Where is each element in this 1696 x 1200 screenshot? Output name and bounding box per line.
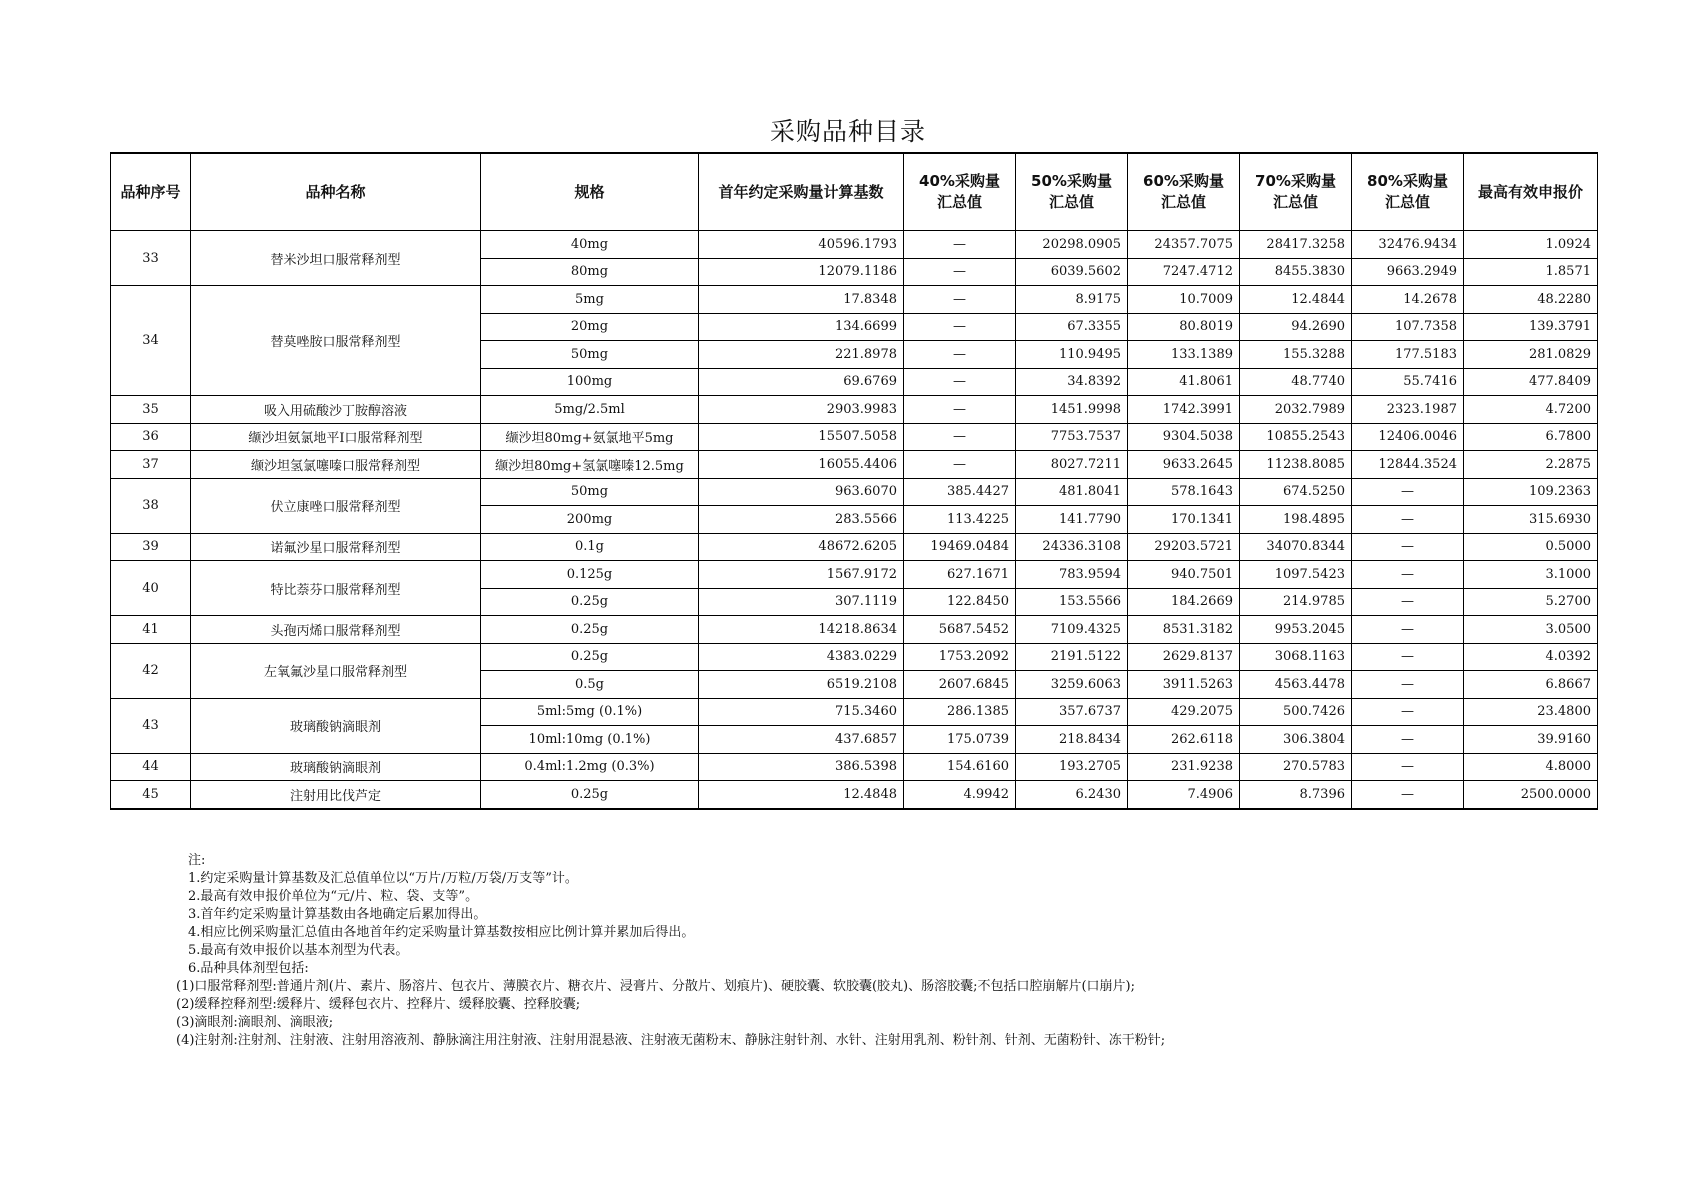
cell-max-price: 1.8571: [1464, 258, 1598, 286]
cell-variety-name: 伏立康唑口服常释剂型: [191, 478, 481, 533]
cell-variety-no: 37: [111, 451, 191, 479]
cell-max-price: 23.4800: [1464, 698, 1598, 726]
cell-base-quantity: 283.5566: [699, 506, 904, 534]
cell-60pct: 578.1643: [1128, 478, 1240, 506]
cell-spec: 缬沙坦80mg+氢氯噻嗪12.5mg: [481, 451, 699, 479]
table-row: [111, 451, 1598, 479]
cell-70pct: 10855.2543: [1240, 423, 1352, 451]
header-40pct-total: 40%采购量 汇总值: [904, 153, 1016, 231]
cell-50pct: 2191.5122: [1016, 643, 1128, 671]
cell-spec: 5ml:5mg (0.1%): [481, 698, 699, 726]
cell-variety-no: 44: [111, 753, 191, 781]
cell-70pct: 270.5783: [1240, 753, 1352, 781]
cell-base-quantity: 12079.1186: [699, 258, 904, 286]
cell-70pct: 8.7396: [1240, 781, 1352, 809]
cell-60pct: 24357.7075: [1128, 231, 1240, 259]
cell-variety-no: 42: [111, 643, 191, 698]
cell-50pct: 481.8041: [1016, 478, 1128, 506]
cell-max-price: 6.7800: [1464, 423, 1598, 451]
cell-variety-no: 45: [111, 781, 191, 809]
cell-spec: 80mg: [481, 258, 699, 286]
cell-50pct: 7109.4325: [1016, 616, 1128, 644]
table-row: [111, 781, 1598, 809]
header-max-price: 最高有效申报价: [1464, 153, 1598, 231]
cell-50pct: 24336.3108: [1016, 533, 1128, 561]
cell-variety-name: 缬沙坦氢氯噻嗪口服常释剂型: [191, 451, 481, 479]
cell-spec: 20mg: [481, 313, 699, 341]
note-line: 4.相应比例采购量汇总值由各地首年约定采购量计算基数按相应比例计算并累加后得出。: [188, 925, 695, 940]
cell-80pct: 14.2678: [1352, 286, 1464, 314]
cell-max-price: 4.8000: [1464, 753, 1598, 781]
cell-50pct: 7753.7537: [1016, 423, 1128, 451]
cell-variety-name: 缬沙坦氨氯地平Ⅰ口服常释剂型: [191, 423, 481, 451]
header-70pct-total: 70%采购量 汇总值: [1240, 153, 1352, 231]
cell-80pct: —: [1352, 616, 1464, 644]
cell-max-price: 2.2875: [1464, 451, 1598, 479]
cell-base-quantity: 14218.8634: [699, 616, 904, 644]
header-50pct-total: 50%采购量 汇总值: [1016, 153, 1128, 231]
table-row: [111, 396, 1598, 424]
cell-80pct: 55.7416: [1352, 368, 1464, 396]
cell-60pct: 262.6118: [1128, 726, 1240, 754]
cell-variety-name: 注射用比伐芦定: [191, 781, 481, 809]
cell-60pct: 133.1389: [1128, 341, 1240, 369]
note-line: 6.品种具体剂型包括:: [188, 961, 309, 976]
cell-50pct: 34.8392: [1016, 368, 1128, 396]
cell-spec: 0.25g: [481, 588, 699, 616]
cell-max-price: 315.6930: [1464, 506, 1598, 534]
notes-block: [176, 852, 1166, 1050]
cell-variety-name: 特比萘芬口服常释剂型: [191, 561, 481, 616]
cell-base-quantity: 15507.5058: [699, 423, 904, 451]
cell-spec: 5mg/2.5ml: [481, 396, 699, 424]
header-base-quantity: 首年约定采购量计算基数: [699, 153, 904, 231]
cell-base-quantity: 48672.6205: [699, 533, 904, 561]
note-line: 3.首年约定采购量计算基数由各地确定后累加得出。: [188, 907, 487, 922]
cell-40pct: 122.8450: [904, 588, 1016, 616]
cell-max-price: 39.9160: [1464, 726, 1598, 754]
cell-60pct: 10.7009: [1128, 286, 1240, 314]
cell-40pct: 286.1385: [904, 698, 1016, 726]
cell-variety-no: 40: [111, 561, 191, 616]
cell-variety-name: 替米沙坦口服常释剂型: [191, 231, 481, 286]
cell-spec: 缬沙坦80mg+氨氯地平5mg: [481, 423, 699, 451]
cell-60pct: 429.2075: [1128, 698, 1240, 726]
cell-40pct: 2607.6845: [904, 671, 1016, 699]
cell-max-price: 3.0500: [1464, 616, 1598, 644]
cell-80pct: 32476.9434: [1352, 231, 1464, 259]
cell-50pct: 110.9495: [1016, 341, 1128, 369]
page-title: 采购品种目录: [769, 117, 926, 146]
cell-max-price: 1.0924: [1464, 231, 1598, 259]
header-variety-name: 品种名称: [191, 153, 481, 231]
cell-50pct: 6039.5602: [1016, 258, 1128, 286]
cell-40pct: 19469.0484: [904, 533, 1016, 561]
cell-max-price: 4.7200: [1464, 396, 1598, 424]
cell-base-quantity: 17.8348: [699, 286, 904, 314]
cell-70pct: 28417.3258: [1240, 231, 1352, 259]
cell-base-quantity: 12.4848: [699, 781, 904, 809]
cell-50pct: 153.5566: [1016, 588, 1128, 616]
cell-spec: 0.25g: [481, 616, 699, 644]
cell-80pct: —: [1352, 753, 1464, 781]
cell-40pct: —: [904, 313, 1016, 341]
cell-50pct: 67.3355: [1016, 313, 1128, 341]
note-line: 2.最高有效申报价单位为“元/片、粒、袋、支等”。: [188, 889, 479, 904]
catalog-body: [111, 231, 1598, 809]
cell-70pct: 11238.8085: [1240, 451, 1352, 479]
cell-70pct: 48.7740: [1240, 368, 1352, 396]
cell-base-quantity: 4383.0229: [699, 643, 904, 671]
cell-60pct: 2629.8137: [1128, 643, 1240, 671]
cell-base-quantity: 386.5398: [699, 753, 904, 781]
cell-max-price: 3.1000: [1464, 561, 1598, 589]
cell-spec: 100mg: [481, 368, 699, 396]
cell-40pct: 5687.5452: [904, 616, 1016, 644]
cell-80pct: —: [1352, 533, 1464, 561]
cell-70pct: 3068.1163: [1240, 643, 1352, 671]
cell-80pct: —: [1352, 781, 1464, 809]
header-variety-no: 品种序号: [111, 153, 191, 231]
cell-40pct: —: [904, 451, 1016, 479]
cell-max-price: 281.0829: [1464, 341, 1598, 369]
cell-base-quantity: 40596.1793: [699, 231, 904, 259]
cell-70pct: 1097.5423: [1240, 561, 1352, 589]
cell-variety-no: 41: [111, 616, 191, 644]
cell-80pct: —: [1352, 671, 1464, 699]
cell-40pct: 627.1671: [904, 561, 1016, 589]
cell-60pct: 29203.5721: [1128, 533, 1240, 561]
cell-spec: 200mg: [481, 506, 699, 534]
cell-70pct: 94.2690: [1240, 313, 1352, 341]
table-row: [111, 561, 1598, 589]
cell-80pct: 12844.3524: [1352, 451, 1464, 479]
header-spec: 规格: [481, 153, 699, 231]
cell-variety-no: 34: [111, 286, 191, 396]
cell-max-price: 6.8667: [1464, 671, 1598, 699]
cell-60pct: 9633.2645: [1128, 451, 1240, 479]
cell-variety-no: 33: [111, 231, 191, 286]
cell-80pct: 9663.2949: [1352, 258, 1464, 286]
table-row: [111, 698, 1598, 726]
table-row: [111, 753, 1598, 781]
table-row: [111, 478, 1598, 506]
cell-70pct: 674.5250: [1240, 478, 1352, 506]
cell-40pct: —: [904, 258, 1016, 286]
cell-40pct: —: [904, 368, 1016, 396]
cell-60pct: 7.4906: [1128, 781, 1240, 809]
cell-40pct: —: [904, 396, 1016, 424]
cell-variety-no: 36: [111, 423, 191, 451]
cell-60pct: 231.9238: [1128, 753, 1240, 781]
note-line: (1)口服常释剂型:普通片剂(片、素片、肠溶片、包衣片、薄膜衣片、糖衣片、浸膏片、分散片、划痕片)、硬胶囊、软胶囊(胶丸)、肠溶胶囊;不包括口腔崩解片(口崩片);: [176, 979, 1135, 994]
table-row: [111, 533, 1598, 561]
cell-40pct: —: [904, 423, 1016, 451]
cell-50pct: 8027.7211: [1016, 451, 1128, 479]
cell-base-quantity: 221.8978: [699, 341, 904, 369]
table-row: [111, 643, 1598, 671]
cell-60pct: 8531.3182: [1128, 616, 1240, 644]
cell-40pct: —: [904, 231, 1016, 259]
cell-base-quantity: 307.1119: [699, 588, 904, 616]
cell-60pct: 41.8061: [1128, 368, 1240, 396]
cell-70pct: 4563.4478: [1240, 671, 1352, 699]
cell-spec: 10ml:10mg (0.1%): [481, 726, 699, 754]
cell-base-quantity: 715.3460: [699, 698, 904, 726]
note-line: 5.最高有效申报价以基本剂型为代表。: [188, 943, 409, 958]
cell-variety-name: 替莫唑胺口服常释剂型: [191, 286, 481, 396]
note-line: (3)滴眼剂:滴眼剂、滴眼液;: [176, 1015, 334, 1030]
cell-60pct: 3911.5263: [1128, 671, 1240, 699]
cell-variety-name: 玻璃酸钠滴眼剂: [191, 753, 481, 781]
cell-max-price: 48.2280: [1464, 286, 1598, 314]
cell-80pct: —: [1352, 698, 1464, 726]
cell-60pct: 7247.4712: [1128, 258, 1240, 286]
cell-spec: 0.25g: [481, 643, 699, 671]
cell-40pct: 385.4427: [904, 478, 1016, 506]
cell-70pct: 9953.2045: [1240, 616, 1352, 644]
cell-80pct: —: [1352, 643, 1464, 671]
cell-max-price: 5.2700: [1464, 588, 1598, 616]
cell-40pct: 4.9942: [904, 781, 1016, 809]
cell-40pct: 1753.2092: [904, 643, 1016, 671]
cell-50pct: 783.9594: [1016, 561, 1128, 589]
catalog-table: [110, 152, 1598, 810]
cell-base-quantity: 2903.9983: [699, 396, 904, 424]
cell-base-quantity: 134.6699: [699, 313, 904, 341]
cell-max-price: 2500.0000: [1464, 781, 1598, 809]
header-80pct-total: 80%采购量 汇总值: [1352, 153, 1464, 231]
cell-base-quantity: 437.6857: [699, 726, 904, 754]
cell-70pct: 12.4844: [1240, 286, 1352, 314]
cell-60pct: 9304.5038: [1128, 423, 1240, 451]
cell-50pct: 8.9175: [1016, 286, 1128, 314]
cell-max-price: 4.0392: [1464, 643, 1598, 671]
cell-50pct: 141.7790: [1016, 506, 1128, 534]
header-row: [111, 153, 1598, 231]
cell-50pct: 1451.9998: [1016, 396, 1128, 424]
cell-60pct: 1742.3991: [1128, 396, 1240, 424]
cell-60pct: 170.1341: [1128, 506, 1240, 534]
cell-40pct: 175.0739: [904, 726, 1016, 754]
cell-variety-name: 左氧氟沙星口服常释剂型: [191, 643, 481, 698]
cell-40pct: 154.6160: [904, 753, 1016, 781]
cell-80pct: 2323.1987: [1352, 396, 1464, 424]
cell-base-quantity: 6519.2108: [699, 671, 904, 699]
cell-70pct: 500.7426: [1240, 698, 1352, 726]
cell-max-price: 477.8409: [1464, 368, 1598, 396]
cell-80pct: 107.7358: [1352, 313, 1464, 341]
cell-70pct: 34070.8344: [1240, 533, 1352, 561]
cell-max-price: 0.5000: [1464, 533, 1598, 561]
cell-80pct: —: [1352, 588, 1464, 616]
cell-40pct: —: [904, 341, 1016, 369]
cell-spec: 0.25g: [481, 781, 699, 809]
note-line: (4)注射剂:注射剂、注射液、注射用溶液剂、静脉滴注用注射液、注射用混悬液、注射液无菌粉末、静脉注射针剂、水针、注射用乳剂、粉针剂、针剂、无菌粉针、冻干粉针;: [176, 1033, 1166, 1048]
cell-max-price: 109.2363: [1464, 478, 1598, 506]
note-line: (2)缓释控释剂型:缓释片、缓释包衣片、控释片、缓释胶囊、控释胶囊;: [176, 997, 581, 1012]
cell-spec: 50mg: [481, 478, 699, 506]
table-row: [111, 231, 1598, 259]
cell-50pct: 357.6737: [1016, 698, 1128, 726]
cell-80pct: —: [1352, 506, 1464, 534]
table-row: [111, 616, 1598, 644]
cell-70pct: 155.3288: [1240, 341, 1352, 369]
cell-spec: 0.1g: [481, 533, 699, 561]
cell-variety-no: 35: [111, 396, 191, 424]
cell-base-quantity: 16055.4406: [699, 451, 904, 479]
cell-80pct: —: [1352, 561, 1464, 589]
cell-80pct: 177.5183: [1352, 341, 1464, 369]
cell-variety-no: 43: [111, 698, 191, 753]
cell-50pct: 6.2430: [1016, 781, 1128, 809]
cell-70pct: 2032.7989: [1240, 396, 1352, 424]
cell-80pct: —: [1352, 726, 1464, 754]
notes-heading: 注:: [188, 853, 206, 868]
cell-80pct: 12406.0046: [1352, 423, 1464, 451]
cell-variety-no: 39: [111, 533, 191, 561]
cell-80pct: —: [1352, 478, 1464, 506]
cell-60pct: 940.7501: [1128, 561, 1240, 589]
cell-50pct: 20298.0905: [1016, 231, 1128, 259]
cell-40pct: —: [904, 286, 1016, 314]
cell-70pct: 8455.3830: [1240, 258, 1352, 286]
cell-spec: 5mg: [481, 286, 699, 314]
cell-base-quantity: 963.6070: [699, 478, 904, 506]
cell-base-quantity: 1567.9172: [699, 561, 904, 589]
cell-spec: 50mg: [481, 341, 699, 369]
cell-50pct: 193.2705: [1016, 753, 1128, 781]
cell-base-quantity: 69.6769: [699, 368, 904, 396]
cell-variety-name: 玻璃酸钠滴眼剂: [191, 698, 481, 753]
cell-70pct: 214.9785: [1240, 588, 1352, 616]
cell-variety-name: 吸入用硫酸沙丁胺醇溶液: [191, 396, 481, 424]
cell-60pct: 80.8019: [1128, 313, 1240, 341]
cell-70pct: 198.4895: [1240, 506, 1352, 534]
cell-spec: 40mg: [481, 231, 699, 259]
cell-variety-name: 头孢丙烯口服常释剂型: [191, 616, 481, 644]
cell-70pct: 306.3804: [1240, 726, 1352, 754]
cell-50pct: 3259.6063: [1016, 671, 1128, 699]
cell-spec: 0.5g: [481, 671, 699, 699]
note-line: 1.约定采购量计算基数及汇总值单位以“万片/万粒/万袋/万支等”计。: [188, 871, 578, 886]
cell-variety-name: 诺氟沙星口服常释剂型: [191, 533, 481, 561]
table-row: [111, 286, 1598, 314]
header-60pct-total: 60%采购量 汇总值: [1128, 153, 1240, 231]
cell-spec: 0.125g: [481, 561, 699, 589]
cell-50pct: 218.8434: [1016, 726, 1128, 754]
cell-60pct: 184.2669: [1128, 588, 1240, 616]
cell-spec: 0.4ml:1.2mg (0.3%): [481, 753, 699, 781]
cell-variety-no: 38: [111, 478, 191, 533]
table-row: [111, 423, 1598, 451]
cell-40pct: 113.4225: [904, 506, 1016, 534]
cell-max-price: 139.3791: [1464, 313, 1598, 341]
